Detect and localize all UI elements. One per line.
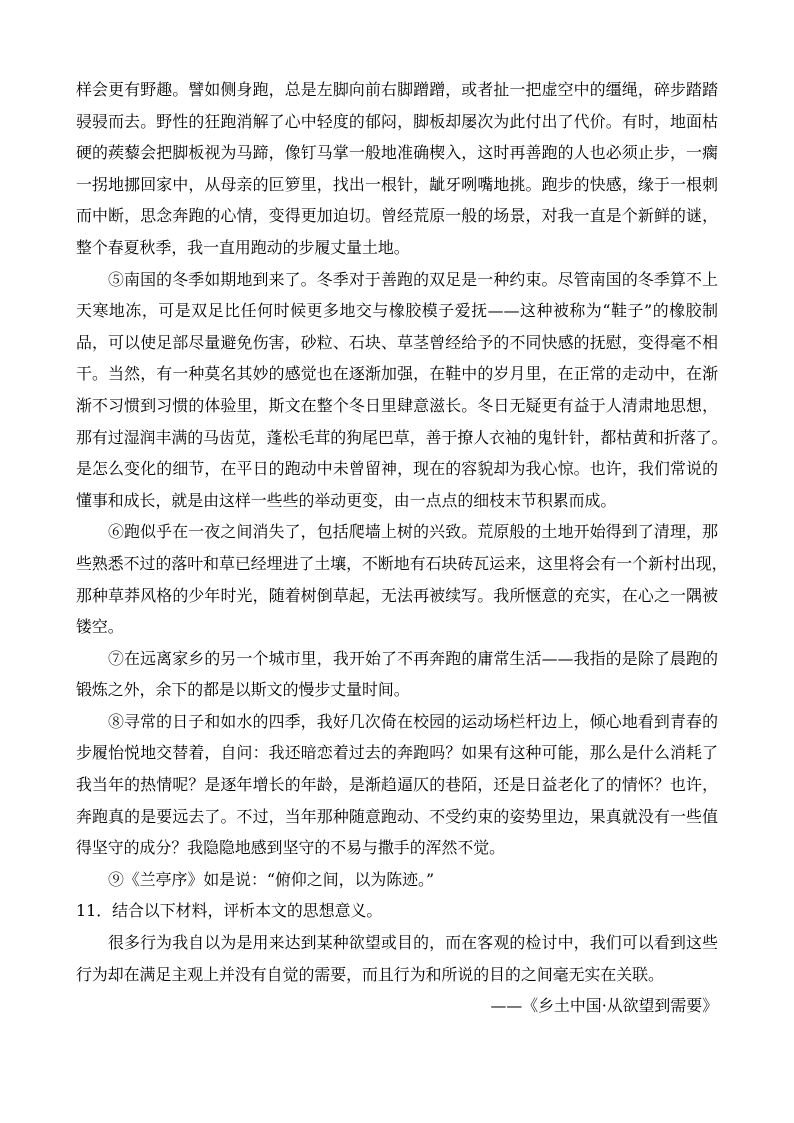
text-line: 我当年的热情呢？是逐年增长的年龄，是渐趋逼仄的巷陌，还是日益老化了的情怀？也许， (76, 775, 718, 795)
text-line: 渐不习惯到习惯的体验里，斯文在整个冬日里肆意滋长。冬日无疑更有益于人清肃地思想， (76, 395, 718, 415)
text-line: ⑦在远离家乡的另一个城市里，我开始了不再奔跑的庸常生活——我指的是除了晨跑的 (108, 648, 718, 668)
text-line: 得坚守的成分？我隐隐地感到坚守的不易与撒手的浑然不觉。 (76, 838, 506, 858)
text-line: 步履怡悦地交替着，自问：我还暗恋着过去的奔跑吗？如果有这种可能，那么是什么消耗了 (76, 743, 718, 763)
text-line: ⑧寻常的日子和如水的四季，我好几次倚在校园的运动场栏杆边上，倾心地看到青春的 (108, 711, 718, 731)
question-number: 11． (76, 901, 113, 921)
text-line: 品，可以使足部尽量避免伤害，砂粒、石块、草茎曾经给予的不同快感的抚慰，变得毫不相 (76, 332, 718, 352)
question-line (76, 895, 718, 927)
text-line: 一拐地挪回家中，从母亲的叵箩里，找出一根针，龇牙咧嘴地挑。跑步的快感，缘于一根刺 (76, 174, 718, 194)
text-line: 镂空。 (76, 617, 124, 637)
paragraph-6 (76, 516, 728, 642)
material-source: ——《乡土中国·从欲望到需要》 (490, 996, 718, 1016)
text-line: 硬的蒺藜会把脚板视为马蹄，像钉马掌一般地准确楔入，这时再善跑的人也必须止步，一瘸 (76, 143, 718, 163)
text-line: 懂事和成长，就是由这样一些些的举动更变，由一点点的细枝末节积累而成。 (76, 490, 617, 510)
text-line: 骎骎而去。野性的狂跑消解了心中轻度的郁闷，脚板却屡次为此付出了代价。有时，地面枯 (76, 111, 718, 131)
text-line: ⑨《兰亭序》如是说：“俯仰之间，以为陈迹。” (108, 869, 435, 889)
text-line: 些熟悉不过的落叶和草已经埋进了土壤，不断地有石块砖瓦运来，这里将会有一个新村出现， (76, 553, 728, 573)
material-line: 很多行为我自以为是用来达到某种欲望或目的，而在客观的检讨中，我们可以看到这些 (108, 933, 718, 953)
paragraph-4-continued (76, 74, 718, 264)
text-line: 奔跑真的是要远去了。不过，当年那种随意跑动、不受约束的姿势里边，果真就没有一些值 (76, 806, 718, 826)
text-line: 而中断，思念奔跑的心情，变得更加迫切。曾经荒原一般的场景，对我一直是个新鲜的谜， (76, 206, 718, 226)
paragraph-5 (76, 264, 728, 517)
text-line: ⑤南国的冬季如期地到来了。冬季对于善跑的双足是一种约束。尽管南国的冬季算不上 (108, 269, 718, 289)
text-line: ⑥跑似乎在一夜之间消失了，包括爬墙上树的兴致。荒原般的土地开始得到了清理，那 (108, 522, 718, 542)
text-line: 锻炼之外，余下的都是以斯文的慢步丈量时间。 (76, 680, 410, 700)
text-line: 干。当然，有一种莫名其妙的感觉也在逐渐加强，在鞋中的岁月里，在正常的走动中，在渐 (76, 364, 718, 384)
material-quote (76, 927, 718, 1022)
question-11 (76, 895, 718, 927)
text-line: 天寒地冻，可是双足比任何时候更多地交与橡胶模子爱抚——这种被称为“鞋子”的橡胶制 (76, 301, 718, 321)
text-line: 整个春夏秋季，我一直用跑动的步履丈量土地。 (76, 237, 410, 257)
text-line: 是怎么变化的细节，在平日的跑动中未曾留神，现在的容貌却为我心惊。也许，我们常说的 (76, 459, 718, 479)
paragraph-7 (76, 643, 718, 706)
document-page (76, 74, 728, 1022)
paragraph-8 (76, 706, 718, 864)
text-line: 那种草莽风格的少年时光，随着树倒草起，无法再被续写。我所惬意的充实，在心之一隅被 (76, 585, 718, 605)
text-line: 样会更有野趣。譬如侧身跑，总是左脚向前右脚蹭蹭，或者扯一把虚空中的缰绳，碎步踏踏 (76, 80, 718, 99)
question-text: 结合以下材料，评析本文的思想意义。 (112, 901, 383, 921)
text-line: 那有过湿润丰满的马齿苋，蓬松毛茸的狗尾巴草，善于撩人衣袖的鬼针针，都枯黄和折落了。 (76, 427, 728, 447)
material-line: 行为却在满足主观上并没有自觉的需要，而且行为和所说的目的之间毫无实在关联。 (76, 964, 664, 984)
paragraph-9 (76, 864, 718, 896)
